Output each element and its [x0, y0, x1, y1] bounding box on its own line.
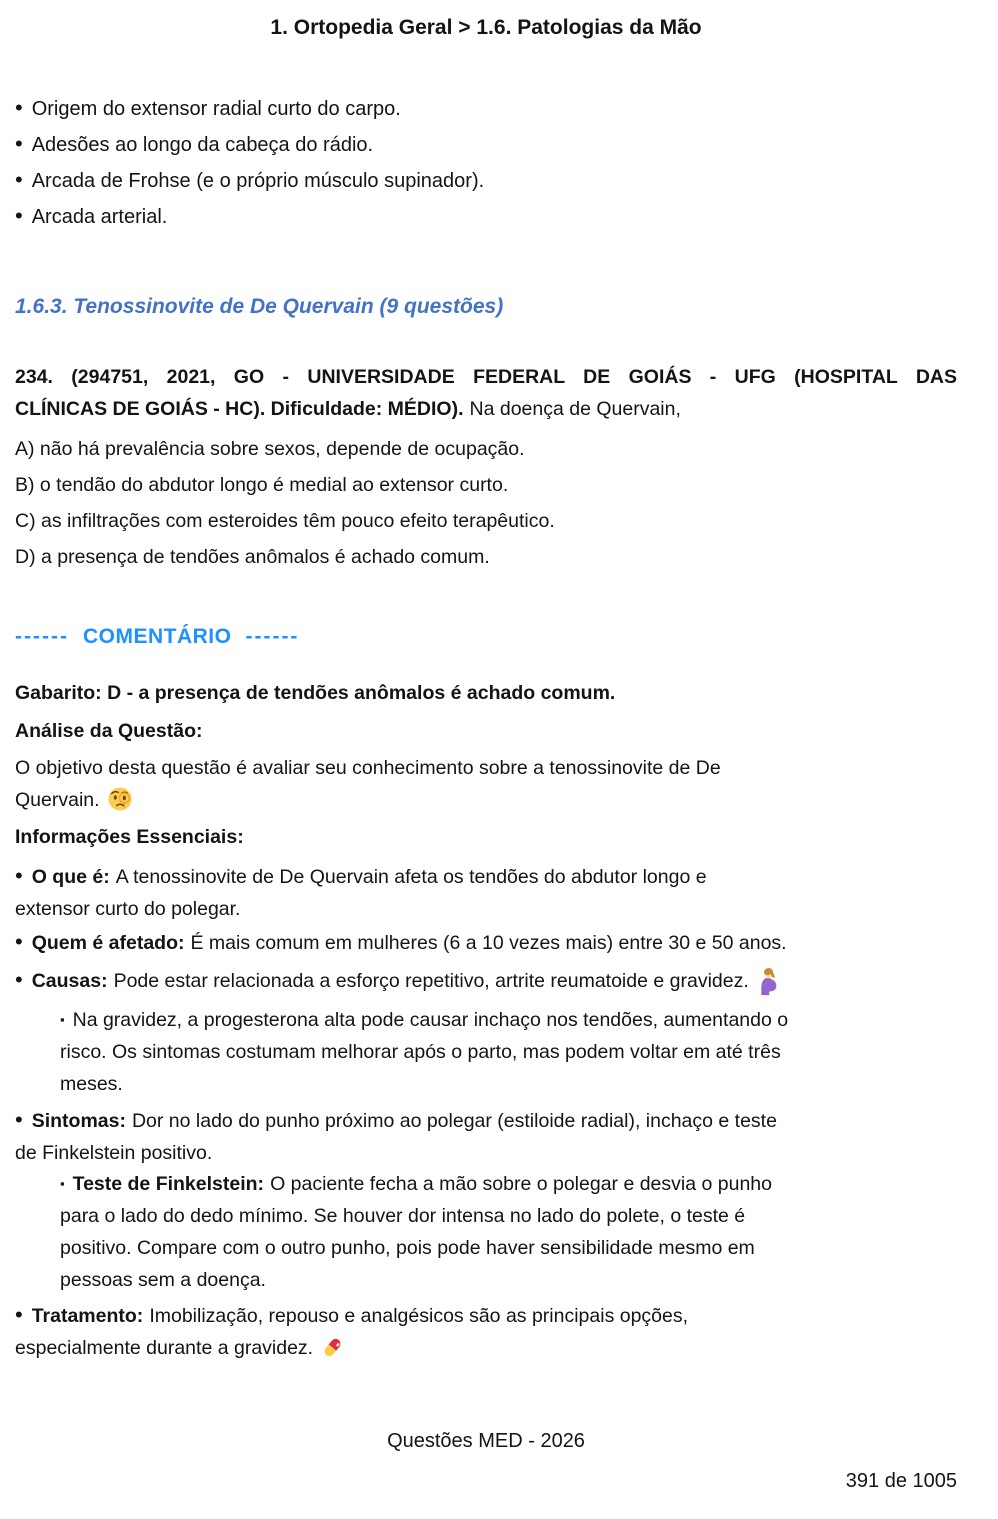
subsection-heading: 1.6.3. Tenossinovite de De Quervain (9 questões): [15, 295, 504, 318]
sub-bullet-lead: Teste de Finkelstein:: [72, 1173, 265, 1195]
pill-emoji-icon: [320, 1335, 345, 1360]
sub-bullet-continuation: para o lado do dedo mínimo. Se houver dor intensa no lado do polete, o teste é: [60, 1205, 746, 1227]
sub-bullet-continuation: meses.: [60, 1073, 123, 1095]
bullet-lead: Tratamento:: [31, 1305, 144, 1327]
bullet-line: [15, 1299, 957, 1332]
bullet-line: [15, 860, 957, 893]
bullet-continuation: [15, 1332, 957, 1364]
comment-divider: [15, 624, 299, 650]
bullet-icon: •: [15, 131, 23, 156]
answer-key: Gabarito: D - a presença de tendões anômalos é achado comum.: [15, 682, 616, 704]
question-234: [15, 361, 957, 425]
bullet-lead: Sintomas:: [31, 1110, 126, 1132]
bullet-text: Dor no lado do punho próximo ao polegar (estiloide radial), inchaço e teste: [131, 1110, 777, 1132]
list-item: [15, 90, 957, 126]
list-item: [15, 162, 957, 198]
option-a: A) não há prevalência sobre sexos, depende de ocupação.: [15, 438, 525, 460]
square-bullet-icon: ▪: [60, 1176, 65, 1191]
sub-bullet-text: O paciente fecha a mão sobre o polegar e desvia o punho: [270, 1173, 772, 1195]
list-item: [15, 198, 957, 234]
bullet-continuation: extensor curto do polegar.: [15, 898, 241, 920]
question-analysis-heading: Análise da Questão:: [15, 720, 203, 742]
bullet-icon: •: [15, 967, 23, 992]
bullet-line: [15, 964, 957, 997]
analysis-line-text: Quervain.: [15, 789, 100, 811]
bullet-text: É mais comum em mulheres (6 a 10 vezes mais) entre 30 e 50 anos.: [190, 932, 787, 954]
option-d: D) a presença de tendões anômalos é achado comum.: [15, 546, 490, 568]
bullet-icon: •: [15, 1302, 23, 1327]
analysis-paragraph: [15, 752, 957, 816]
bullet-text: Imobilização, repouso e analgésicos são as principais opções,: [149, 1305, 689, 1327]
breadcrumb-title: 1. Ortopedia Geral > 1.6. Patologias da Mão: [270, 16, 702, 39]
info-bullet-tratamento: [15, 1299, 957, 1364]
divider-dashes-right: ------: [245, 625, 300, 648]
page-number: 391 de 1005: [845, 1470, 957, 1492]
sub-bullet-continuation: positivo. Compare com o outro punho, pois pode haver sensibilidade mesmo em: [60, 1237, 755, 1259]
question-text-line: 234. (294751, 2021, GO - UNIVERSIDADE FEDERAL DE GOIÁS - UFG (HOSPITAL DAS: [15, 366, 957, 388]
bullet-icon: •: [15, 167, 23, 192]
info-bullet-sintomas: [15, 1104, 957, 1169]
bullet-line: [15, 926, 957, 959]
bullet-icon: •: [15, 203, 23, 228]
bullet-icon: •: [15, 863, 23, 888]
bullet-text: A tenossinovite de De Quervain afeta os tendões do abdutor longo e: [115, 866, 707, 888]
footer-title: Questões MED - 2026: [387, 1430, 585, 1452]
sub-bullet-continuation: pessoas sem a doença.: [60, 1269, 266, 1291]
list-item-text: Origem do extensor radial curto do carpo.: [31, 98, 401, 120]
question-text-line: [15, 393, 957, 425]
bullet-lead: Causas:: [31, 970, 108, 992]
list-item-text: Arcada de Frohse (e o próprio músculo supinador).: [31, 170, 485, 192]
info-bullet-o-que-e: [15, 860, 957, 925]
bullet-icon: •: [15, 929, 23, 954]
sub-bullet-text: Na gravidez, a progesterona alta pode causar inchaço nos tendões, aumentando o: [72, 1009, 789, 1031]
sub-bullet-gravidez: [60, 1004, 955, 1100]
bullet-lead: Quem é afetado:: [31, 932, 185, 954]
bullet-continuation-text: especialmente durante a gravidez.: [15, 1337, 314, 1359]
answer-options: [15, 431, 957, 575]
analysis-line: O objetivo desta questão é avaliar seu conhecimento sobre a tenossinovite de De: [15, 757, 721, 779]
list-item: [15, 126, 957, 162]
sub-bullet-line: [60, 1004, 955, 1036]
comment-divider-label: COMENTÁRIO: [82, 625, 232, 648]
analysis-line: [15, 784, 957, 816]
bullet-line: [15, 1104, 957, 1137]
sub-bullet-line: [60, 1168, 955, 1200]
question-source-bold: CLÍNICAS DE GOIÁS - HC). Dificuldade: MÉDIO).: [15, 398, 464, 420]
sub-bullet-teste-finkelstein: [60, 1168, 955, 1296]
bullet-text: Pode estar relacionada a esforço repetitivo, artrite reumatoide e gravidez.: [113, 970, 749, 992]
option-c: C) as infiltrações com esteroides têm pouco efeito terapêutico.: [15, 510, 555, 532]
bullet-icon: •: [15, 1107, 23, 1132]
info-bullet-causas: [15, 964, 957, 997]
bullet-icon: •: [15, 95, 23, 120]
divider-dashes-left: ------: [15, 625, 69, 648]
bullet-lead: O que é:: [31, 866, 110, 888]
face-with-monocle-emoji-icon: [107, 786, 133, 812]
option-b: B) o tendão do abdutor longo é medial ao extensor curto.: [15, 474, 509, 496]
square-bullet-icon: ▪: [60, 1012, 65, 1027]
question-stem: Na doença de Quervain,: [469, 398, 681, 420]
bullet-continuation: de Finkelstein positivo.: [15, 1142, 213, 1164]
list-item-text: Arcada arterial.: [31, 206, 168, 228]
info-bullet-quem-e-afetado: [15, 926, 957, 959]
list-item-text: Adesões ao longo da cabeça do rádio.: [31, 134, 374, 156]
essential-info-heading: Informações Essenciais:: [15, 826, 244, 848]
pregnant-woman-emoji-icon: [756, 966, 782, 996]
key-points-list: [15, 90, 957, 234]
sub-bullet-continuation: risco. Os sintomas costumam melhorar após o parto, mas podem voltar em até três: [60, 1041, 781, 1063]
